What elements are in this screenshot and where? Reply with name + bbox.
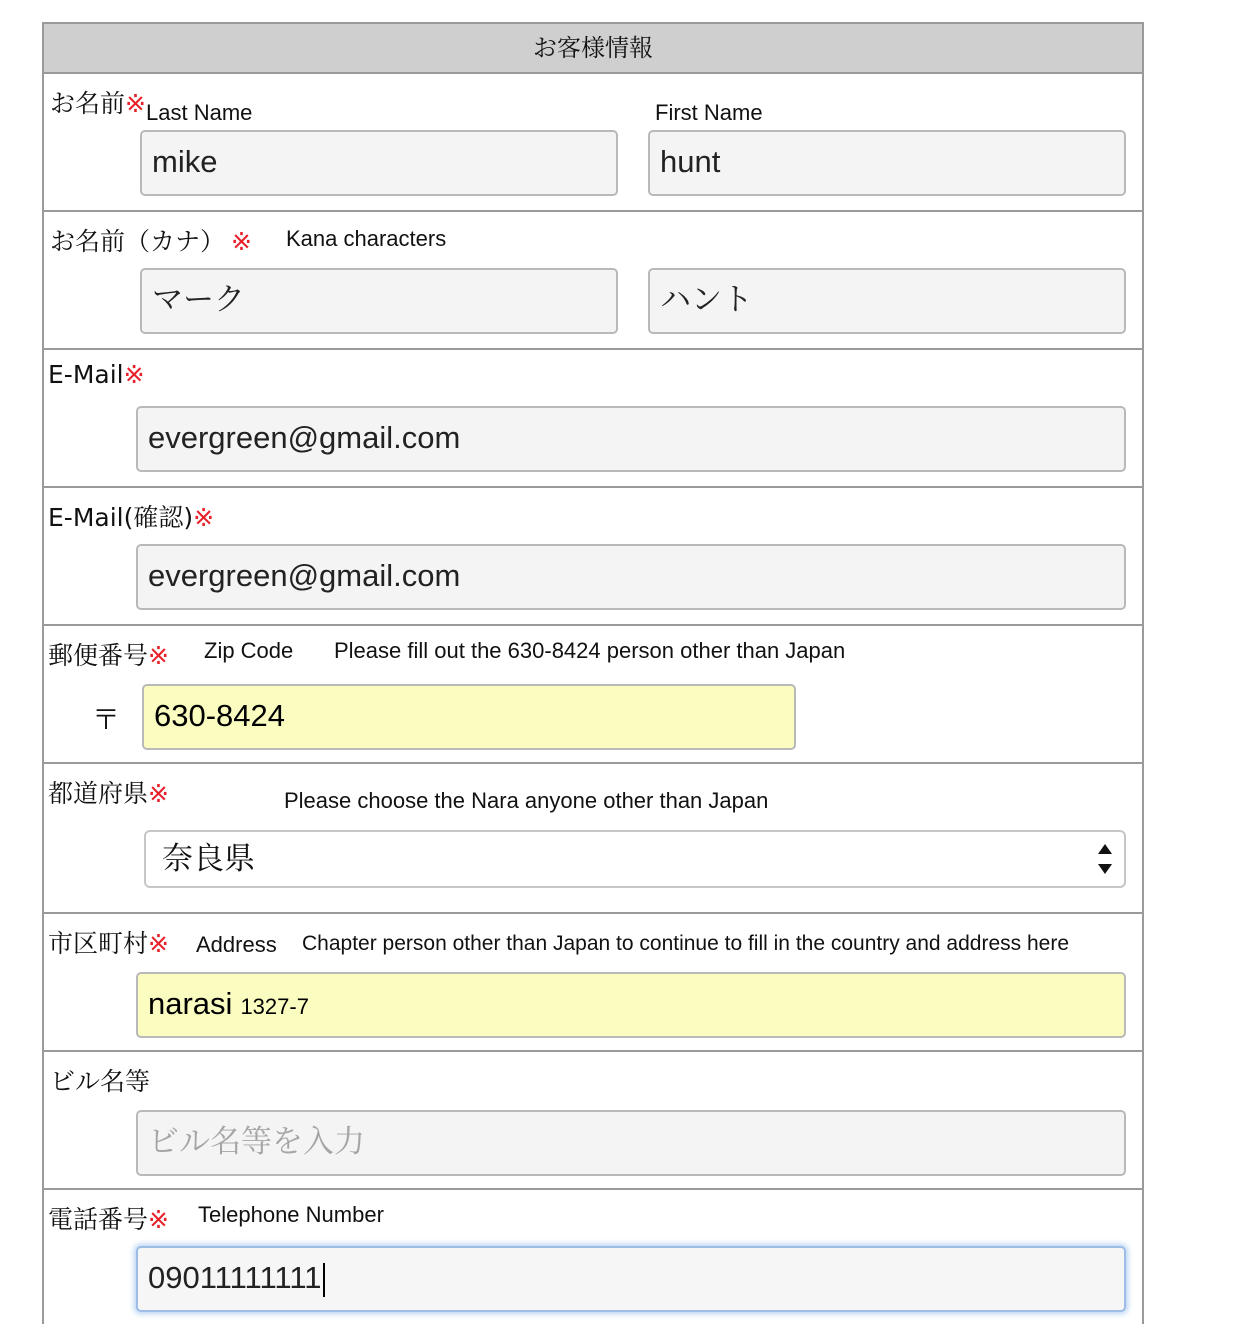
phone-row <box>44 1190 1142 1324</box>
zip-row <box>44 626 1142 764</box>
first-name-kana-input[interactable]: ハント <box>648 268 1126 334</box>
kana-label: お名前（カナ） ※ <box>50 227 252 256</box>
name-row <box>44 74 1142 212</box>
phone-input-value: 09011111111 <box>148 1260 322 1295</box>
zip-label: 郵便番号※ <box>48 641 169 670</box>
zip-note: Please fill out the 630-8424 person other than Japan <box>334 638 846 663</box>
required-mark: ※ <box>148 641 169 670</box>
city-input-value: narasi <box>148 986 233 1021</box>
prefecture-row <box>44 764 1142 914</box>
required-mark: ※ <box>148 929 169 958</box>
last-name-input[interactable]: mike <box>140 130 618 196</box>
required-mark: ※ <box>231 227 252 256</box>
phone-hint: Telephone Number <box>198 1202 384 1227</box>
email-row <box>44 350 1142 488</box>
phone-label: 電話番号※ <box>48 1205 169 1234</box>
prefecture-note: Please choose the Nara anyone other than Japan <box>284 788 769 813</box>
name-label: お名前※ <box>50 89 146 118</box>
customer-info-form <box>42 22 1144 1324</box>
postal-mark-icon: 〒 <box>92 703 121 736</box>
prefecture-label: 都道府県※ <box>48 779 169 808</box>
email-label: E-Mail※ <box>48 360 145 389</box>
email-input[interactable]: evergreen@gmail.com <box>136 406 1126 472</box>
email-confirm-row <box>44 488 1142 626</box>
phone-input[interactable] <box>136 1246 1126 1312</box>
prefecture-select[interactable] <box>144 830 1126 888</box>
building-row <box>44 1052 1142 1190</box>
city-row <box>44 914 1142 1052</box>
required-mark: ※ <box>193 503 215 532</box>
first-name-hint: First Name <box>655 100 763 125</box>
required-mark: ※ <box>148 779 169 808</box>
required-mark: ※ <box>125 89 146 118</box>
prefecture-selected-value: 奈良県 <box>162 841 255 877</box>
city-input-suffix: 1327-7 <box>240 994 309 1019</box>
kana-row <box>44 212 1142 350</box>
last-name-hint: Last Name <box>146 100 253 125</box>
text-caret <box>323 1263 325 1297</box>
required-mark: ※ <box>148 1205 169 1234</box>
last-name-kana-input[interactable]: マーク <box>140 268 618 334</box>
city-label: 市区町村※ <box>48 929 169 958</box>
building-input[interactable]: ビル名等を入力 <box>136 1110 1126 1176</box>
first-name-input[interactable]: hunt <box>648 130 1126 196</box>
city-input[interactable] <box>136 972 1126 1038</box>
select-arrows-icon <box>1098 844 1112 874</box>
building-label: ビル名等 <box>50 1067 151 1096</box>
kana-hint: Kana characters <box>286 226 447 251</box>
city-hint: Address <box>196 932 277 957</box>
section-title: お客様情報 <box>44 24 1142 74</box>
email-confirm-input[interactable]: evergreen@gmail.com <box>136 544 1126 610</box>
email-confirm-label: E-Mail(確認)※ <box>48 503 215 532</box>
zip-input[interactable]: 630-8424 <box>142 684 796 750</box>
city-note: Chapter person other than Japan to continue to fill in the country and address here <box>302 932 1069 955</box>
zip-hint: Zip Code <box>204 638 294 663</box>
required-mark: ※ <box>123 360 145 389</box>
